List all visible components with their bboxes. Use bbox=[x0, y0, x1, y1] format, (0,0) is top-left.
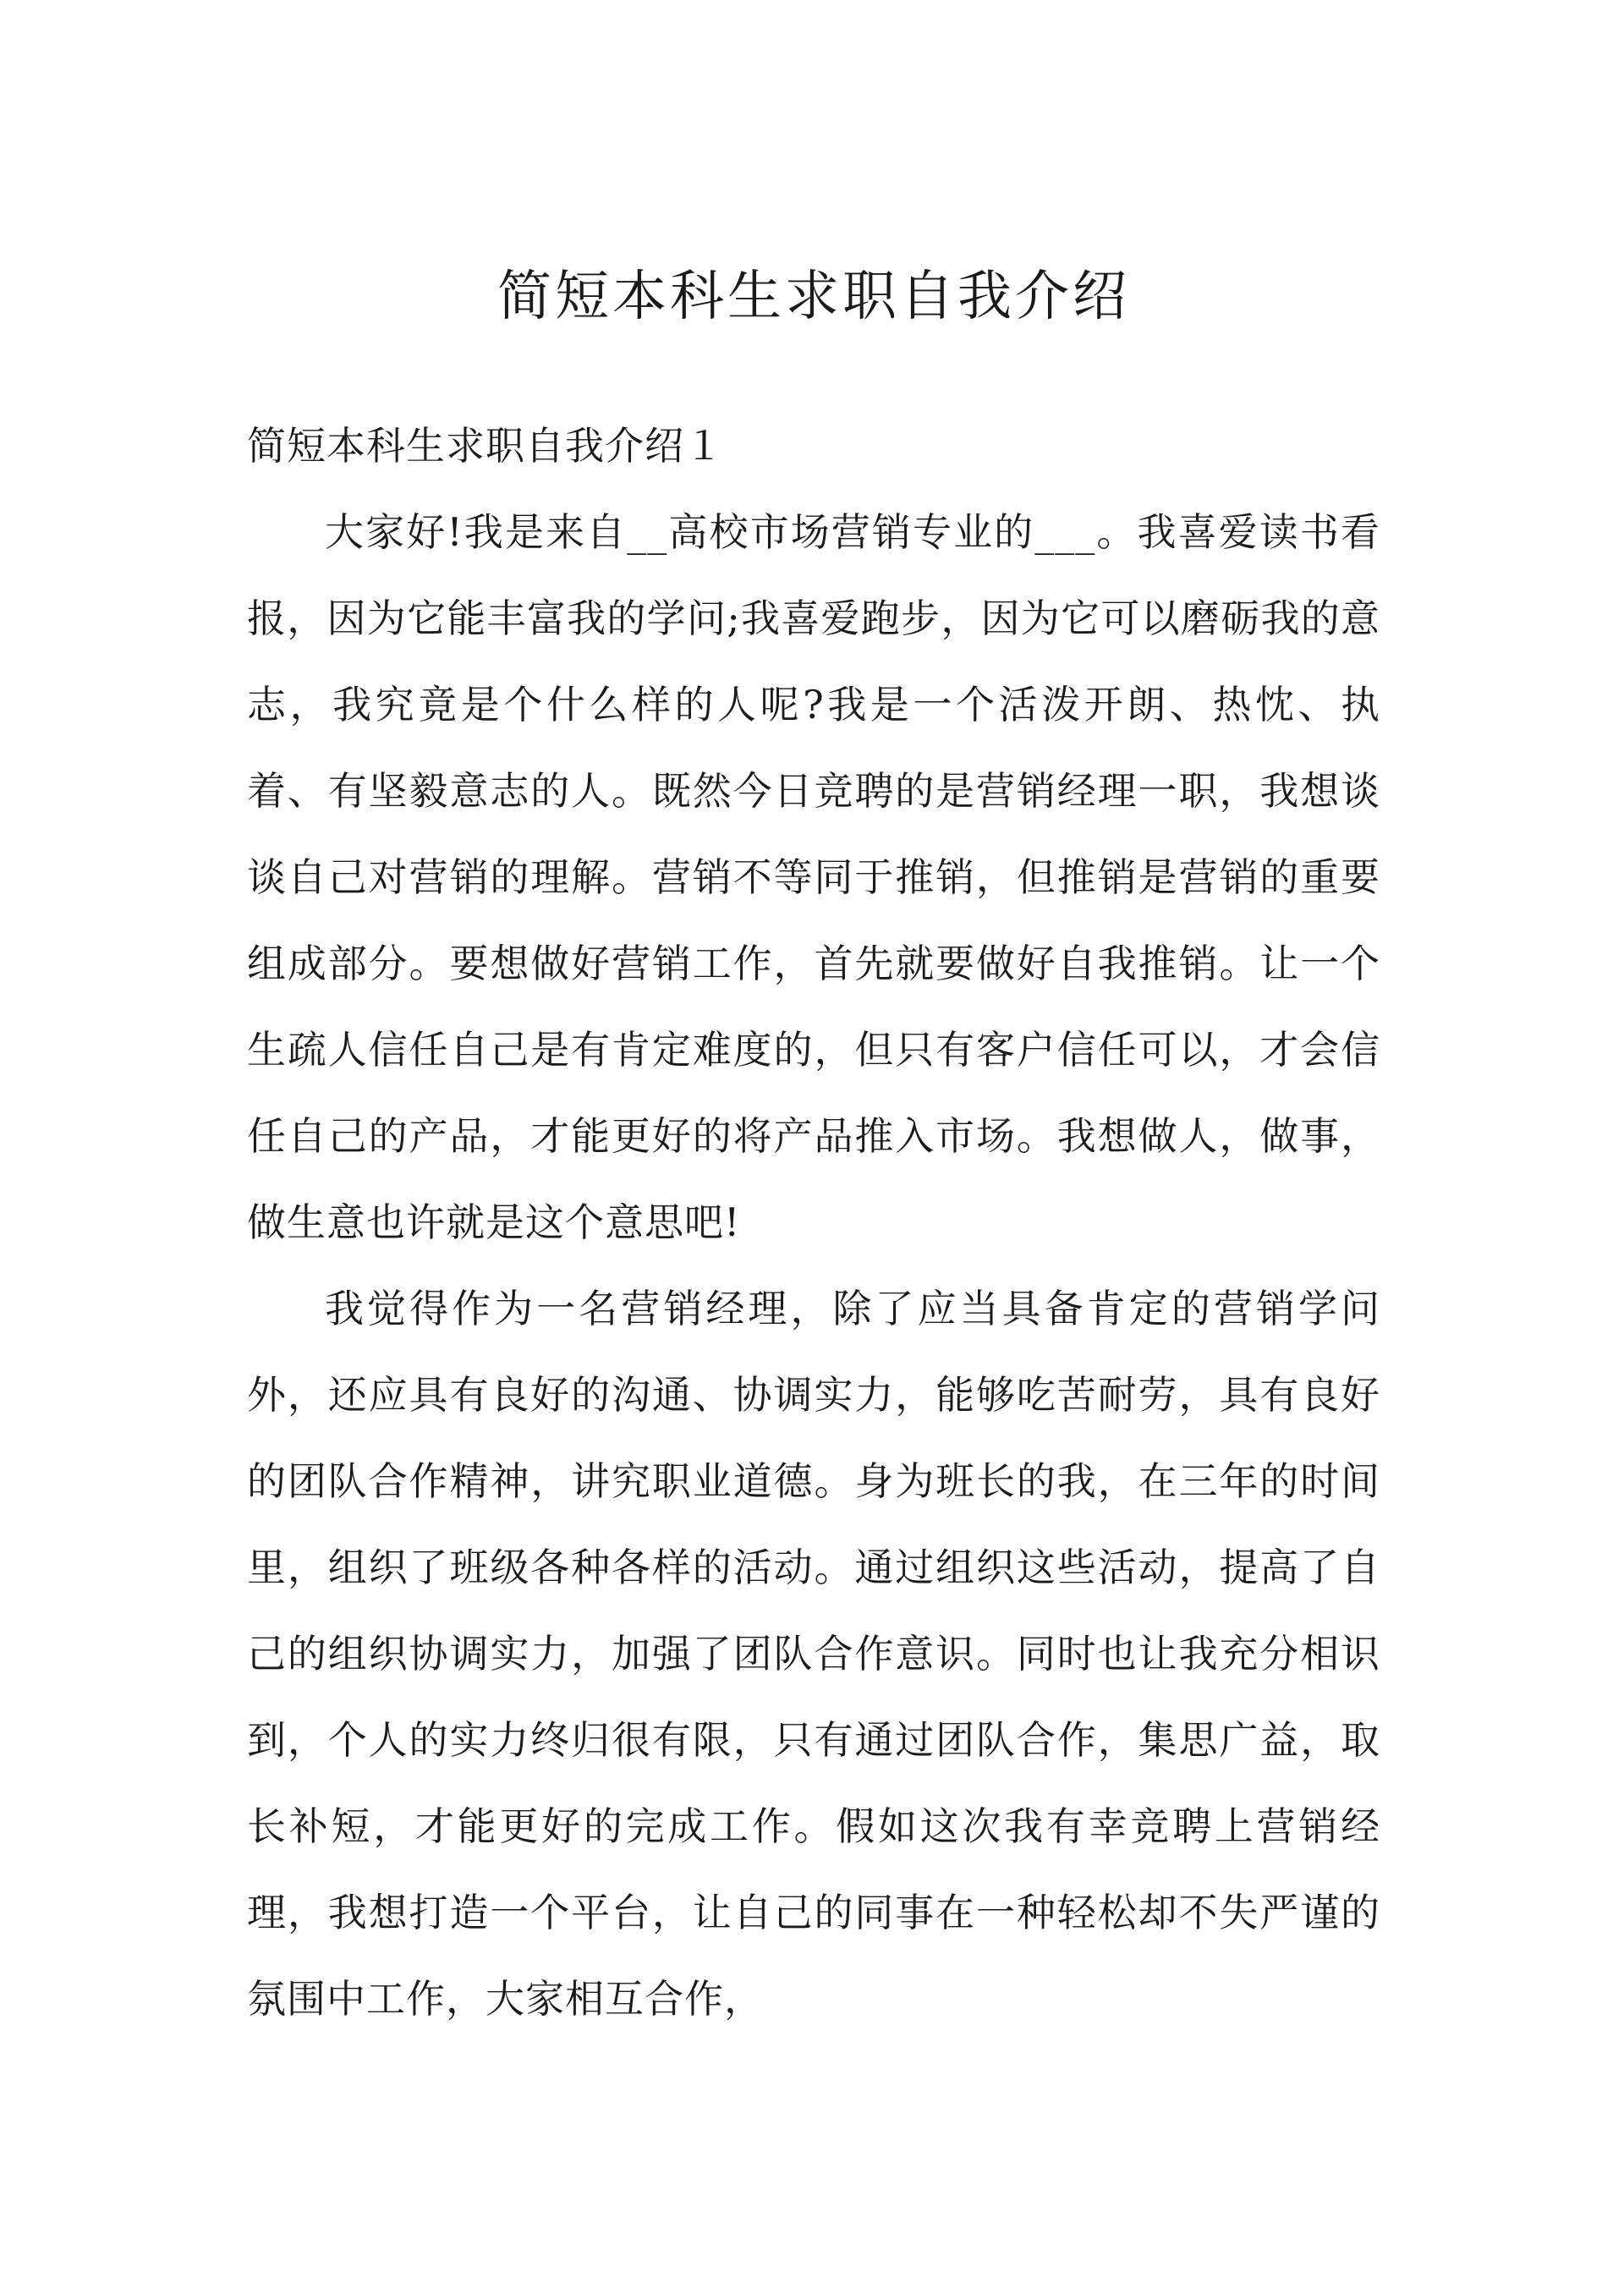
paragraph-2: 我觉得作为一名营销经理，除了应当具备肯定的营销学问外，还应具有良好的沟通、协调实力，能够吃苦耐劳，具有良好的团队合作精神，讲究职业道德。身为班长的我，在三年的时间里，组织了班级各种各样的活动。通过组织这些活动，提高了自己的组织协调实力，加强了团队合作意识。同时也让我充分相识到，个人的实力终归很有限，只有通过团队合作，集思广益，取长补短，才能更好的完成工作。假如这次我有幸竞聘上营销经理，我想打造一个平台，让自己的同事在一种轻松却不失严谨的氛围中工作，大家相互合作， bbox=[247, 1286, 1380, 2022]
document-body bbox=[247, 250, 1380, 2042]
paragraph-1: 大家好!我是来自__高校市场营销专业的___。我喜爱读书看报，因为它能丰富我的学问;我喜爱跑步，因为它可以磨砺我的意志，我究竟是个什么样的人呢?我是一个活泼开朗、热忱、执着、有坚毅意志的人。既然今日竞聘的是营销经理一职，我想谈谈自己对营销的理解。营销不等同于推销，但推销是营销的重要组成部分。要想做好营销工作，首先就要做好自我推销。让一个生疏人信任自己是有肯定难度的，但只有客户信任可以，才会信任自己的产品，才能更好的将产品推入市场。我想做人，做事，做生意也许就是这个意思吧! bbox=[247, 509, 1380, 1245]
document-title: 简短本科生求职自我介绍 bbox=[497, 266, 1130, 328]
section-heading: 简短本科生求职自我介绍１ bbox=[247, 423, 724, 469]
